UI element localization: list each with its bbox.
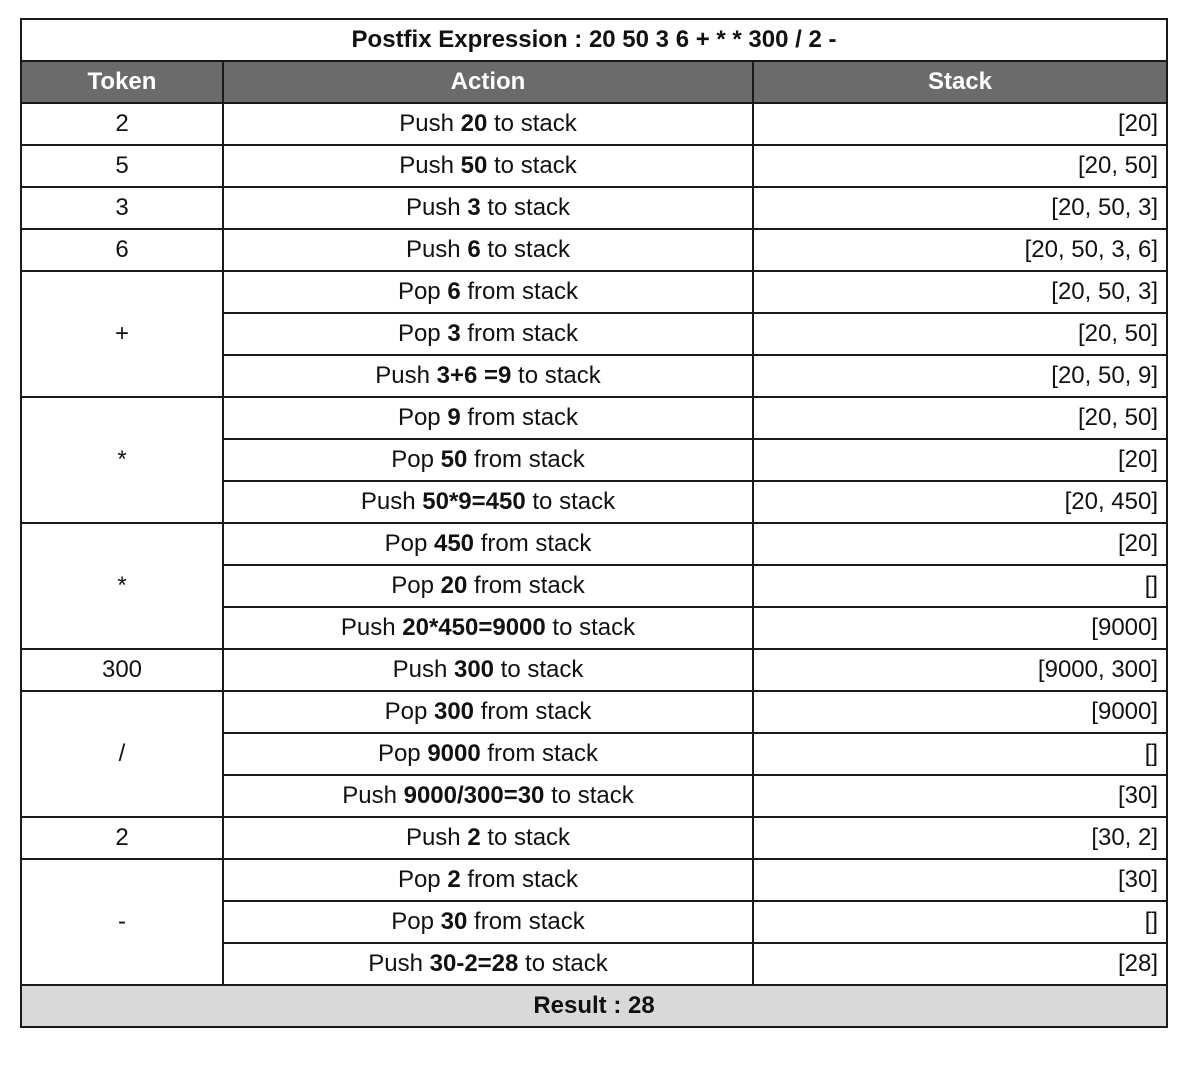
table-row <box>21 691 1167 733</box>
action-value: 6 <box>447 278 461 305</box>
stack-column-header: Stack <box>753 61 1167 103</box>
token-cell: 300 <box>21 649 223 691</box>
action-verb: Pop <box>391 572 441 599</box>
action-value: 3 <box>447 320 461 347</box>
action-suffix: to stack <box>480 236 571 263</box>
action-cell <box>223 859 753 901</box>
postfix-evaluation-table <box>20 18 1168 1028</box>
action-verb: Push <box>405 194 468 221</box>
action-cell <box>223 817 753 859</box>
action-cell <box>223 943 753 985</box>
action-cell <box>223 103 753 145</box>
stack-cell: [] <box>753 901 1167 943</box>
action-cell <box>223 313 753 355</box>
action-value: 9 <box>447 404 461 431</box>
action-verb: Push <box>360 488 423 515</box>
expression-title: Postfix Expression : 20 50 3 6 + * * 300 / 2 - <box>21 19 1167 61</box>
action-cell <box>223 775 753 817</box>
stack-cell: [20] <box>753 103 1167 145</box>
stack-cell: [30, 2] <box>753 817 1167 859</box>
stack-cell: [28] <box>753 943 1167 985</box>
token-cell: 6 <box>21 229 223 271</box>
action-verb: Pop <box>377 740 428 767</box>
action-verb: Push <box>340 614 403 641</box>
action-suffix: to stack <box>544 782 634 809</box>
table-row <box>21 229 1167 271</box>
action-verb: Pop <box>397 404 448 431</box>
action-suffix: to stack <box>545 614 636 641</box>
action-cell <box>223 145 753 187</box>
action-verb: Pop <box>397 278 448 305</box>
action-suffix: from stack <box>467 908 585 935</box>
token-column-header: Token <box>21 61 223 103</box>
action-value: 450 <box>433 530 475 557</box>
action-verb: Pop <box>397 320 448 347</box>
stack-cell: [9000] <box>753 691 1167 733</box>
token-cell: * <box>21 397 223 523</box>
action-cell <box>223 439 753 481</box>
action-verb: Push <box>399 152 461 179</box>
table-row <box>21 397 1167 439</box>
token-cell: - <box>21 859 223 985</box>
action-value: 30-2=28 <box>429 950 519 977</box>
action-value: 9000/300=30 <box>403 782 545 809</box>
action-suffix: to stack <box>480 194 571 221</box>
table-row <box>21 817 1167 859</box>
action-verb: Push <box>405 824 468 851</box>
action-suffix: to stack <box>494 656 584 683</box>
action-cell <box>223 481 753 523</box>
table-body <box>21 103 1167 985</box>
action-value: 2 <box>467 824 481 851</box>
table-row <box>21 859 1167 901</box>
stack-cell: [] <box>753 733 1167 775</box>
token-cell: 2 <box>21 817 223 859</box>
stack-cell: [20, 50, 3] <box>753 271 1167 313</box>
token-cell: 5 <box>21 145 223 187</box>
action-suffix: to stack <box>511 362 601 389</box>
action-verb: Push <box>375 362 437 389</box>
table-row <box>21 145 1167 187</box>
action-verb: Push <box>392 656 454 683</box>
action-cell <box>223 271 753 313</box>
title-row <box>21 19 1167 61</box>
result-row <box>21 985 1167 1027</box>
stack-cell: [20, 50] <box>753 313 1167 355</box>
action-suffix: to stack <box>518 950 608 977</box>
action-value: 50*9=450 <box>422 488 526 515</box>
action-suffix: from stack <box>460 404 579 431</box>
action-cell <box>223 733 753 775</box>
action-suffix: from stack <box>460 320 579 347</box>
action-column-header: Action <box>223 61 753 103</box>
stack-cell: [30] <box>753 775 1167 817</box>
action-value: 50 <box>460 152 488 179</box>
token-cell: * <box>21 523 223 649</box>
action-verb: Pop <box>391 446 441 473</box>
stack-cell: [20, 50] <box>753 145 1167 187</box>
table-row <box>21 187 1167 229</box>
stack-cell: [30] <box>753 859 1167 901</box>
action-cell <box>223 607 753 649</box>
table-row <box>21 649 1167 691</box>
action-value: 20*450=9000 <box>402 614 546 641</box>
action-verb: Push <box>405 236 468 263</box>
stack-cell: [20, 50, 9] <box>753 355 1167 397</box>
action-cell <box>223 565 753 607</box>
action-suffix: from stack <box>460 278 579 305</box>
token-cell: / <box>21 691 223 817</box>
action-verb: Push <box>399 110 461 137</box>
action-cell <box>223 229 753 271</box>
action-cell <box>223 901 753 943</box>
action-value: 6 <box>467 236 481 263</box>
stack-cell: [20, 50, 3, 6] <box>753 229 1167 271</box>
table-row <box>21 523 1167 565</box>
action-suffix: to stack <box>525 488 616 515</box>
action-value: 2 <box>447 866 461 893</box>
action-verb: Pop <box>384 530 434 557</box>
result-label: Result : 28 <box>21 985 1167 1027</box>
stack-cell: [20] <box>753 439 1167 481</box>
action-verb: Pop <box>391 908 441 935</box>
stack-cell: [9000] <box>753 607 1167 649</box>
action-cell <box>223 187 753 229</box>
stack-cell: [20] <box>753 523 1167 565</box>
action-suffix: from stack <box>467 446 585 473</box>
action-cell <box>223 355 753 397</box>
action-value: 30 <box>440 908 468 935</box>
action-cell <box>223 649 753 691</box>
action-value: 3 <box>467 194 481 221</box>
action-verb: Pop <box>384 698 434 725</box>
stack-cell: [20, 450] <box>753 481 1167 523</box>
stack-cell: [] <box>753 565 1167 607</box>
action-verb: Pop <box>397 866 448 893</box>
table-row <box>21 271 1167 313</box>
stack-cell: [20, 50] <box>753 397 1167 439</box>
action-cell <box>223 397 753 439</box>
action-value: 50 <box>440 446 468 473</box>
header-row <box>21 61 1167 103</box>
token-cell: 3 <box>21 187 223 229</box>
action-suffix: from stack <box>480 740 599 767</box>
action-value: 300 <box>433 698 475 725</box>
action-verb: Push <box>342 782 404 809</box>
action-suffix: from stack <box>474 530 592 557</box>
action-value: 3+6 =9 <box>436 362 512 389</box>
action-value: 300 <box>453 656 495 683</box>
action-value: 20 <box>440 572 468 599</box>
action-suffix: from stack <box>474 698 592 725</box>
action-suffix: to stack <box>487 152 577 179</box>
action-cell <box>223 523 753 565</box>
table-row <box>21 103 1167 145</box>
token-cell: + <box>21 271 223 397</box>
action-cell <box>223 691 753 733</box>
stack-cell: [9000, 300] <box>753 649 1167 691</box>
stack-cell: [20, 50, 3] <box>753 187 1167 229</box>
action-suffix: from stack <box>460 866 579 893</box>
token-cell: 2 <box>21 103 223 145</box>
action-verb: Push <box>368 950 430 977</box>
action-value: 20 <box>460 110 488 137</box>
action-suffix: to stack <box>480 824 571 851</box>
action-suffix: from stack <box>467 572 585 599</box>
action-suffix: to stack <box>487 110 577 137</box>
action-value: 9000 <box>427 740 481 767</box>
